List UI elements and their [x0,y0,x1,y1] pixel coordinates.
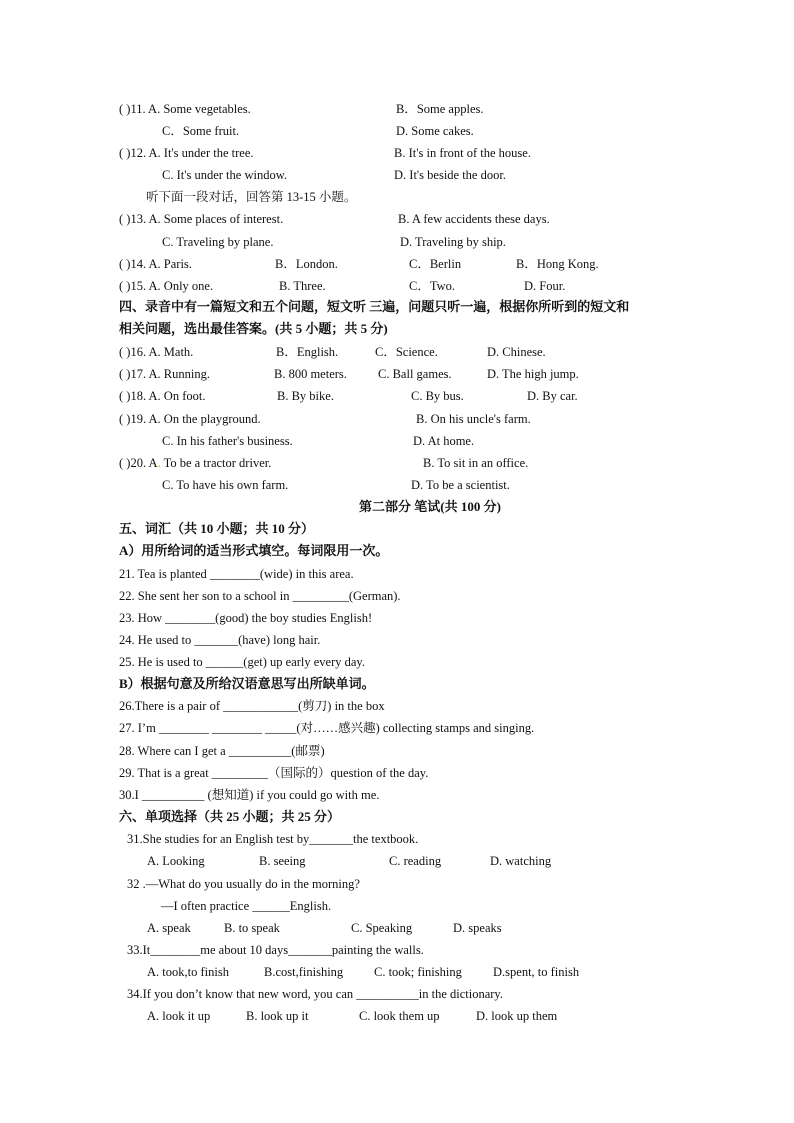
q20-number: ( )20. A [119,456,158,470]
q20-mark: . [157,456,161,470]
q13-option-d: D. Traveling by ship. [400,235,506,249]
q28: 28. Where can I get a __________(邮票) [119,744,325,758]
q17-option-c: C. Ball games. [378,367,452,381]
q17-stem: ( )17. A. Running. [119,367,210,381]
q34-option-b: B. look up it [246,1009,309,1023]
intro-13-15: 听下面一段对话，回答第 13-15 小题。 [146,190,357,204]
q19-stem: ( )19. A. On the playground. [119,412,261,426]
q22: 22. She sent her son to a school in _________(German). [119,589,401,603]
q14-stem: ( )14. A. Paris. [119,257,192,271]
q34-option-a: A. look it up [147,1009,211,1023]
q11-option-d: D. Some cakes. [396,124,474,138]
q20-option-d: D. To be a scientist. [411,478,510,492]
q32-option-c: C. Speaking [351,921,413,935]
q31-option-b: B. seeing [259,854,306,868]
q32-stem: 32 .—What do you usually do in the morning? [127,877,360,891]
q17-option-b: B. 800 meters. [274,367,347,381]
q26: 26.There is a pair of ____________(剪刀) in the box [119,699,385,713]
q33-option-b: B.cost,finishing [264,965,344,979]
q12-option-c: C. It's under the window. [162,168,288,182]
q34-option-d: D. look up them [476,1009,558,1023]
q20-option-a: To be a tractor driver. [163,456,272,470]
q19-option-d: D. At home. [413,434,475,448]
q14-option-b: B．London. [275,257,338,271]
q30: 30.I __________ (想知道) if you could go with me. [119,788,380,802]
section-5b-heading: B）根据句意及所给汉语意思写出所缺单词。 [119,676,375,691]
q13-option-b: B. A few accidents these days. [398,212,550,226]
q15-option-b: B. Three. [279,279,326,293]
q25: 25. He is used to ______(get) up early every day. [119,655,365,669]
q13-option-c: C. Traveling by plane. [162,235,274,249]
q32-stem-reply: —I often practice ______English. [161,899,332,913]
q19-option-c: C. In his father's business. [162,434,293,448]
q29: 29. That is a great _________（国际的）question of the day. [119,766,429,780]
q20-option-c: C. To have his own farm. [162,478,289,492]
q20-option-b: B. To sit in an office. [423,456,529,470]
q15-option-d: D. Four. [524,279,566,293]
q18-option-d: D. By car. [527,389,578,403]
q31-option-c: C. reading [389,854,442,868]
part-2-heading: 第二部分 笔试(共 100 分) [359,499,501,514]
q31-stem: 31.She studies for an English test by_______the textbook. [127,832,419,846]
q34-option-c: C. look them up [359,1009,440,1023]
q15-stem: ( )15. A. Only one. [119,279,214,293]
q15-option-c: C．Two. [409,279,456,293]
q11-option-b: B．Some apples. [396,102,484,116]
q32-option-b: B. to speak [224,921,280,935]
q17-option-d: D. The high jump. [487,367,579,381]
q24: 24. He used to _______(have) long hair. [119,633,321,647]
q16-stem: ( )16. A. Math. [119,345,194,359]
q23: 23. How ________(good) the boy studies English! [119,611,373,625]
q27: 27. I’m ________ ________ _____(对……感兴趣) collecting stamps and singing. [119,721,535,735]
section-4-heading-cont: 相关问题，选出最佳答案。(共 5 小题；共 5 分) [119,321,388,336]
q18-stem: ( )18. A. On foot. [119,389,206,403]
section-5a-heading: A）用所给词的适当形式填空。每词限用一次。 [119,543,389,558]
q33-option-a: A. took,to finish [147,965,229,979]
section-6-heading: 六、单项选择（共 25 小题；共 25 分） [119,809,341,824]
q13-stem: ( )13. A. Some places of interest. [119,212,284,226]
q32-option-a: A. speak [147,921,191,935]
q11-option-c: C．Some fruit. [162,124,240,138]
q18-option-c: C. By bus. [411,389,464,403]
q21: 21. Tea is planted ________(wide) in this area. [119,567,354,581]
section-4-heading: 四、录音中有一篇短文和五个问题，短文听 三遍，问题只听一遍，根据你所听到的短文和 [119,299,630,314]
q16-option-d: D. Chinese. [487,345,546,359]
q33-stem: 33.It________me about 10 days_______painting the walls. [127,943,424,957]
q11-stem: ( )11. A. Some vegetables. [119,102,251,116]
q33-option-c: C. took; finishing [374,965,462,979]
q20-stem [119,455,271,471]
q16-option-b: B．English. [276,345,339,359]
section-5-heading: 五、词汇（共 10 小题；共 10 分） [119,521,315,536]
q12-stem: ( )12. A. It's under the tree. [119,146,254,160]
q14-option-c: C．Berlin [409,257,462,271]
q32-option-d: D. speaks [453,921,502,935]
q34-stem: 34.If you don’t know that new word, you can __________in the dictionary. [127,987,503,1001]
q14-option-d: B．Hong Kong. [516,257,599,271]
q19-option-b: B. On his uncle's farm. [416,412,531,426]
q12-option-b: B. It's in front of the house. [394,146,531,160]
q16-option-c: C．Science. [375,345,438,359]
q31-option-d: D. watching [490,854,552,868]
q31-option-a: A. Looking [147,854,205,868]
q18-option-b: B. By bike. [277,389,334,403]
q12-option-d: D. It's beside the door. [394,168,506,182]
q33-option-d: D.spent, to finish [493,965,580,979]
